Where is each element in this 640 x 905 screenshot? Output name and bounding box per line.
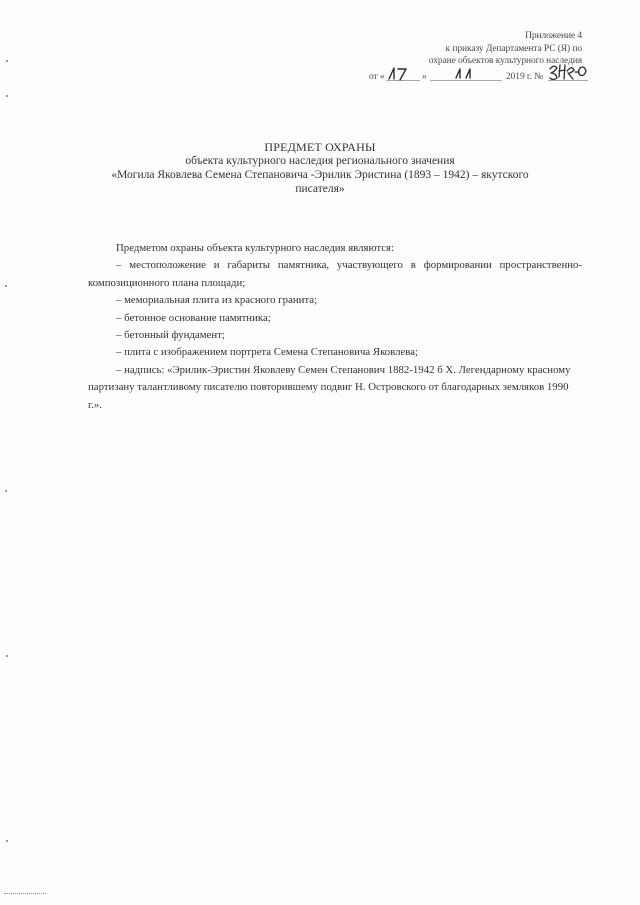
scan-margin-mark <box>4 893 46 894</box>
title-subtitle: объекта культурного наследия регионального значения <box>185 155 455 167</box>
scan-speck <box>6 95 8 97</box>
date-year: 2019 г. № <box>506 71 544 82</box>
scan-speck <box>5 490 7 492</box>
appendix-date-row <box>369 69 582 83</box>
appendix-title: Приложение 4 <box>525 31 582 41</box>
scan-speck <box>5 285 7 287</box>
list-item: – бетонный фундамент; <box>116 329 225 342</box>
page-title: ПРЕДМЕТ ОХРАНЫ <box>264 140 376 154</box>
handwritten-order-number <box>548 61 588 83</box>
list-item: – надпись: «Эрилик-Эристин Яковлеву Семен Степанович 1882-1942 б Х. Легендарному красному партизану талантливому писателю повторившему подвиг Н. Островского от благодарных земляков 1990 г.». <box>88 363 571 411</box>
date-prefix: от « <box>369 71 385 82</box>
appendix-order-ref: к приказу Департамента РС (Я) по <box>445 43 582 54</box>
list-item: – местоположение и габариты памятника, участвующего в формировании пространственно-композиционного плана площади; <box>88 259 582 289</box>
list-item: – бетонное основание памятника; <box>116 311 271 324</box>
date-separator: » <box>422 71 427 82</box>
protection-subject-list <box>88 240 582 414</box>
title-object-name-end: писателя» <box>295 183 345 195</box>
appendix-department: охране объектов культурного наследия <box>428 56 582 66</box>
title-object-name: «Могила Яковлева Семена Степановича -Эрилик Эристина (1893 – 1942) – якутского <box>111 169 529 181</box>
scan-speck <box>6 655 8 657</box>
scan-speck <box>6 60 8 62</box>
list-item: – мемориальная плита из красного гранита; <box>116 294 318 307</box>
scan-speck <box>6 840 8 842</box>
title-block <box>110 140 530 196</box>
list-item: – плита с изображением портрета Семена Степановича Яковлева; <box>116 346 419 359</box>
handwritten-day <box>386 65 420 83</box>
appendix-block <box>369 30 582 83</box>
handwritten-month <box>430 65 502 83</box>
intro-paragraph: Предметом охраны объекта культурного наследия являются: <box>116 242 395 254</box>
